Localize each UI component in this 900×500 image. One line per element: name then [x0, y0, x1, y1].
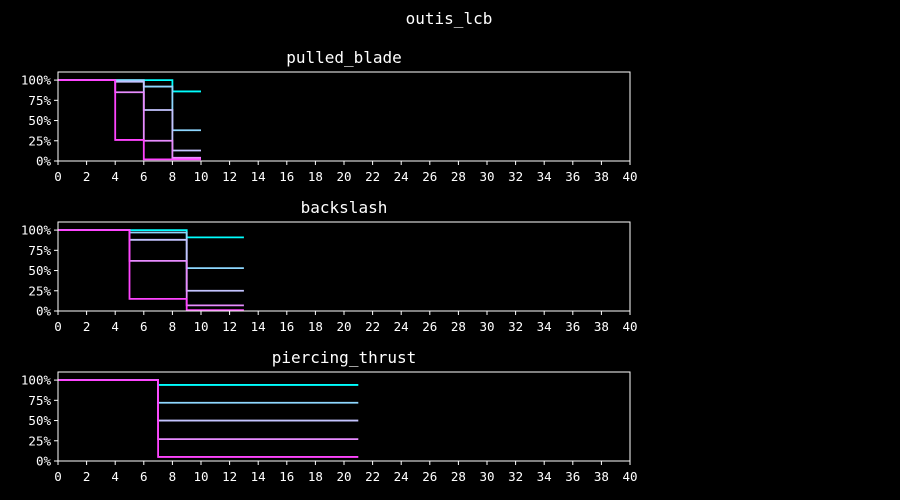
x-tick-label: 36: [565, 469, 581, 484]
x-tick-label: 36: [565, 319, 581, 334]
x-tick-label: 18: [307, 169, 323, 184]
x-tick-label: 14: [250, 319, 266, 334]
x-tick-label: 8: [168, 469, 177, 484]
x-tick-label: 32: [508, 319, 524, 334]
x-tick-label: 38: [593, 169, 609, 184]
figure-title: outis_lcb: [405, 9, 493, 28]
x-tick-label: 6: [140, 319, 148, 334]
x-tick-label: 38: [593, 319, 609, 334]
x-tick-label: 26: [422, 319, 438, 334]
y-tick-label: 50%: [28, 263, 51, 279]
y-tick-label: 25%: [28, 283, 51, 299]
x-tick-label: 22: [365, 169, 381, 184]
y-tick-label: 0%: [35, 303, 51, 319]
x-tick-label: 34: [536, 319, 552, 334]
x-tick-label: 14: [250, 469, 266, 484]
y-tick-label: 75%: [28, 242, 51, 258]
x-tick-label: 16: [279, 469, 295, 484]
y-tick-label: 100%: [20, 222, 51, 238]
y-tick-label: 25%: [28, 133, 51, 149]
subplot-title: piercing_thrust: [271, 348, 417, 367]
subplot-title: backslash: [300, 198, 388, 217]
x-tick-label: 8: [168, 169, 177, 184]
x-tick-label: 32: [508, 469, 524, 484]
x-tick-label: 20: [336, 469, 352, 484]
x-tick-label: 28: [450, 319, 466, 334]
x-tick-label: 10: [193, 169, 209, 184]
y-tick-label: 75%: [28, 392, 51, 408]
subplot-title: pulled_blade: [286, 48, 402, 67]
x-tick-label: 10: [193, 469, 209, 484]
x-tick-label: 18: [307, 319, 323, 334]
x-tick-label: 40: [622, 469, 638, 484]
x-tick-label: 34: [536, 169, 552, 184]
x-tick-label: 20: [336, 319, 352, 334]
x-tick-label: 40: [622, 319, 638, 334]
x-tick-label: 30: [479, 469, 495, 484]
x-tick-label: 4: [111, 169, 119, 184]
x-tick-label: 34: [536, 469, 552, 484]
x-tick-label: 14: [250, 169, 266, 184]
x-tick-label: 2: [82, 469, 91, 484]
y-tick-label: 100%: [20, 72, 51, 88]
x-tick-label: 30: [479, 319, 495, 334]
x-tick-label: 20: [336, 169, 352, 184]
x-tick-label: 24: [393, 319, 409, 334]
y-tick-label: 25%: [28, 433, 51, 449]
x-tick-label: 12: [222, 469, 238, 484]
x-tick-label: 0: [54, 169, 62, 184]
x-tick-label: 2: [82, 319, 91, 334]
x-tick-label: 10: [193, 319, 209, 334]
x-tick-label: 24: [393, 469, 409, 484]
y-tick-label: 100%: [20, 372, 51, 388]
x-tick-label: 36: [565, 169, 581, 184]
y-tick-label: 50%: [28, 413, 51, 429]
x-tick-label: 12: [222, 169, 238, 184]
y-tick-label: 75%: [28, 92, 51, 108]
y-tick-label: 50%: [28, 113, 51, 129]
x-tick-label: 0: [54, 469, 62, 484]
x-tick-label: 30: [479, 169, 495, 184]
x-tick-label: 22: [365, 319, 381, 334]
x-tick-label: 4: [111, 469, 119, 484]
x-tick-label: 26: [422, 469, 438, 484]
x-tick-label: 16: [279, 169, 295, 184]
y-tick-label: 0%: [35, 453, 51, 469]
x-tick-label: 18: [307, 469, 323, 484]
x-tick-label: 4: [111, 319, 119, 334]
x-tick-label: 40: [622, 169, 638, 184]
x-tick-label: 0: [54, 319, 62, 334]
x-tick-label: 6: [140, 169, 148, 184]
x-tick-label: 38: [593, 469, 609, 484]
x-tick-label: 12: [222, 319, 238, 334]
x-tick-label: 16: [279, 319, 295, 334]
y-tick-label: 0%: [35, 153, 51, 169]
x-tick-label: 6: [140, 469, 148, 484]
x-tick-label: 26: [422, 169, 438, 184]
x-tick-label: 28: [450, 169, 466, 184]
x-tick-label: 28: [450, 469, 466, 484]
x-tick-label: 24: [393, 169, 409, 184]
x-tick-label: 22: [365, 469, 381, 484]
x-tick-label: 32: [508, 169, 524, 184]
x-tick-label: 8: [168, 319, 177, 334]
x-tick-label: 2: [82, 169, 91, 184]
